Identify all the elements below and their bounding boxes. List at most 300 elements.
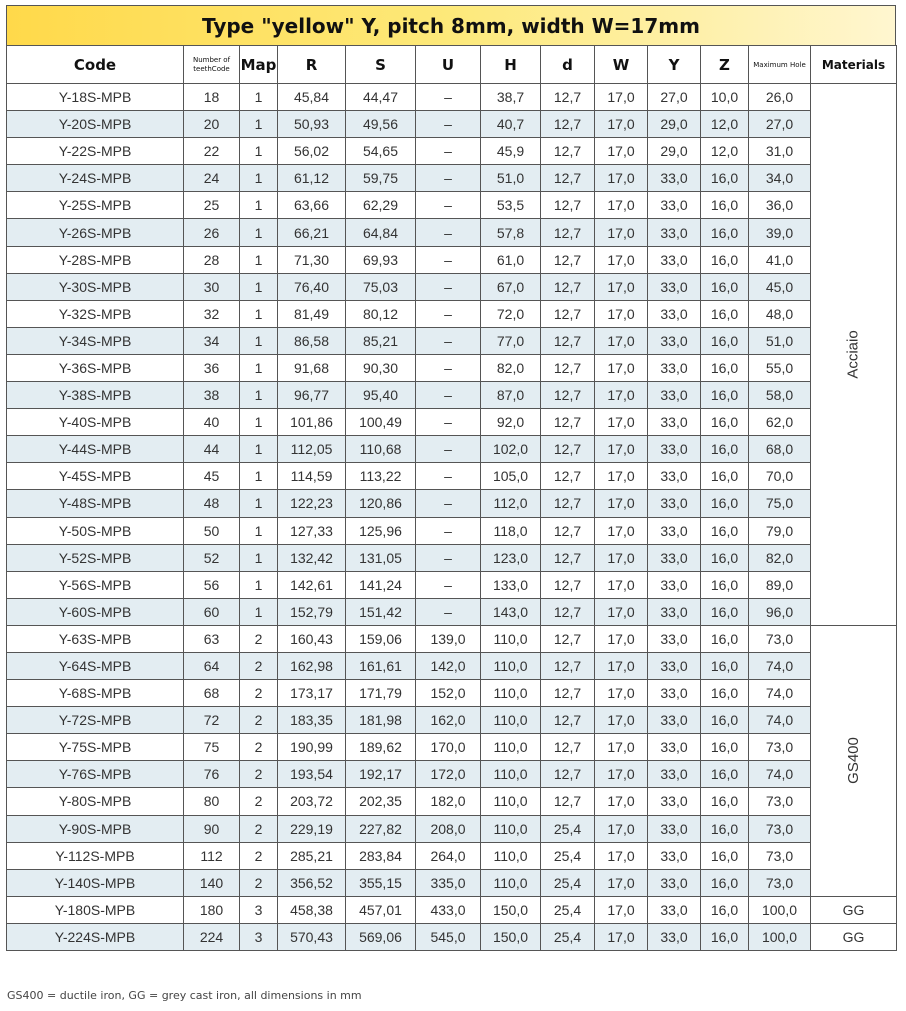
cell-y: 33,0 xyxy=(648,923,701,950)
header-r: R xyxy=(278,46,346,84)
cell-y: 27,0 xyxy=(648,84,701,111)
cell-s: 64,84 xyxy=(346,219,416,246)
cell-code: Y-32S-MPB xyxy=(7,300,184,327)
cell-s: 90,30 xyxy=(346,354,416,381)
cell-teeth: 52 xyxy=(184,544,240,571)
cell-h: 112,0 xyxy=(481,490,541,517)
cell-y: 33,0 xyxy=(648,219,701,246)
cell-max-hole: 79,0 xyxy=(749,517,811,544)
cell-map: 1 xyxy=(240,354,278,381)
cell-z: 16,0 xyxy=(701,571,749,598)
cell-code: Y-112S-MPB xyxy=(7,842,184,869)
cell-y: 33,0 xyxy=(648,544,701,571)
material-label: GS400 xyxy=(844,737,862,785)
cell-code: Y-30S-MPB xyxy=(7,273,184,300)
cell-d: 12,7 xyxy=(541,409,595,436)
cell-teeth: 28 xyxy=(184,246,240,273)
cell-r: 173,17 xyxy=(278,680,346,707)
cell-z: 16,0 xyxy=(701,517,749,544)
cell-d: 12,7 xyxy=(541,517,595,544)
cell-h: 57,8 xyxy=(481,219,541,246)
cell-r: 229,19 xyxy=(278,815,346,842)
cell-code: Y-36S-MPB xyxy=(7,354,184,381)
cell-teeth: 112 xyxy=(184,842,240,869)
cell-h: 123,0 xyxy=(481,544,541,571)
cell-map: 2 xyxy=(240,707,278,734)
cell-s: 171,79 xyxy=(346,680,416,707)
material-acciaio xyxy=(811,84,897,626)
table-row xyxy=(7,354,897,381)
cell-r: 61,12 xyxy=(278,165,346,192)
table-row xyxy=(7,761,897,788)
table-row xyxy=(7,680,897,707)
table-row xyxy=(7,896,897,923)
cell-d: 12,7 xyxy=(541,111,595,138)
cell-h: 82,0 xyxy=(481,354,541,381)
cell-d: 12,7 xyxy=(541,382,595,409)
cell-y: 33,0 xyxy=(648,354,701,381)
cell-w: 17,0 xyxy=(595,138,648,165)
cell-s: 80,12 xyxy=(346,300,416,327)
cell-map: 2 xyxy=(240,652,278,679)
cell-d: 12,7 xyxy=(541,571,595,598)
cell-d: 12,7 xyxy=(541,219,595,246)
cell-h: 38,7 xyxy=(481,84,541,111)
cell-h: 110,0 xyxy=(481,788,541,815)
cell-z: 16,0 xyxy=(701,788,749,815)
cell-code: Y-76S-MPB xyxy=(7,761,184,788)
cell-max-hole: 75,0 xyxy=(749,490,811,517)
cell-w: 17,0 xyxy=(595,111,648,138)
cell-h: 110,0 xyxy=(481,869,541,896)
cell-teeth: 26 xyxy=(184,219,240,246)
cell-teeth: 30 xyxy=(184,273,240,300)
cell-code: Y-18S-MPB xyxy=(7,84,184,111)
cell-h: 87,0 xyxy=(481,382,541,409)
cell-u: – xyxy=(416,436,481,463)
header-code: Code xyxy=(7,46,184,84)
cell-code: Y-40S-MPB xyxy=(7,409,184,436)
cell-h: 110,0 xyxy=(481,734,541,761)
cell-teeth: 56 xyxy=(184,571,240,598)
cell-map: 2 xyxy=(240,842,278,869)
cell-r: 162,98 xyxy=(278,652,346,679)
cell-map: 2 xyxy=(240,680,278,707)
cell-map: 1 xyxy=(240,111,278,138)
cell-max-hole: 48,0 xyxy=(749,300,811,327)
cell-h: 150,0 xyxy=(481,896,541,923)
cell-z: 16,0 xyxy=(701,354,749,381)
cell-u: – xyxy=(416,354,481,381)
cell-teeth: 24 xyxy=(184,165,240,192)
table-row xyxy=(7,165,897,192)
cell-h: 133,0 xyxy=(481,571,541,598)
header-teeth-line1: Number of xyxy=(192,55,231,64)
cell-r: 160,43 xyxy=(278,625,346,652)
cell-max-hole: 34,0 xyxy=(749,165,811,192)
cell-teeth: 38 xyxy=(184,382,240,409)
cell-w: 17,0 xyxy=(595,517,648,544)
cell-r: 132,42 xyxy=(278,544,346,571)
cell-y: 33,0 xyxy=(648,490,701,517)
cell-r: 193,54 xyxy=(278,761,346,788)
cell-z: 16,0 xyxy=(701,192,749,219)
cell-code: Y-72S-MPB xyxy=(7,707,184,734)
cell-code: Y-68S-MPB xyxy=(7,680,184,707)
cell-s: 69,93 xyxy=(346,246,416,273)
cell-z: 16,0 xyxy=(701,923,749,950)
cell-map: 1 xyxy=(240,300,278,327)
table-row xyxy=(7,300,897,327)
cell-map: 2 xyxy=(240,815,278,842)
table-row xyxy=(7,219,897,246)
cell-y: 33,0 xyxy=(648,436,701,463)
cell-d: 12,7 xyxy=(541,192,595,219)
cell-h: 105,0 xyxy=(481,463,541,490)
cell-w: 17,0 xyxy=(595,354,648,381)
cell-u: 139,0 xyxy=(416,625,481,652)
cell-map: 2 xyxy=(240,869,278,896)
cell-y: 33,0 xyxy=(648,165,701,192)
cell-s: 113,22 xyxy=(346,463,416,490)
cell-code: Y-60S-MPB xyxy=(7,598,184,625)
table-row xyxy=(7,490,897,517)
cell-u: – xyxy=(416,463,481,490)
cell-u: – xyxy=(416,327,481,354)
cell-u: – xyxy=(416,571,481,598)
cell-s: 569,06 xyxy=(346,923,416,950)
cell-map: 1 xyxy=(240,165,278,192)
cell-z: 16,0 xyxy=(701,869,749,896)
table-row xyxy=(7,409,897,436)
cell-u: – xyxy=(416,84,481,111)
table-row xyxy=(7,652,897,679)
cell-h: 110,0 xyxy=(481,652,541,679)
cell-y: 33,0 xyxy=(648,463,701,490)
cell-code: Y-26S-MPB xyxy=(7,219,184,246)
cell-y: 33,0 xyxy=(648,409,701,436)
cell-map: 1 xyxy=(240,138,278,165)
cell-z: 16,0 xyxy=(701,842,749,869)
cell-s: 59,75 xyxy=(346,165,416,192)
cell-h: 61,0 xyxy=(481,246,541,273)
cell-z: 10,0 xyxy=(701,84,749,111)
table-row xyxy=(7,625,897,652)
cell-code: Y-52S-MPB xyxy=(7,544,184,571)
cell-r: 71,30 xyxy=(278,246,346,273)
cell-r: 91,68 xyxy=(278,354,346,381)
cell-map: 2 xyxy=(240,788,278,815)
cell-w: 17,0 xyxy=(595,571,648,598)
table-row xyxy=(7,788,897,815)
cell-w: 17,0 xyxy=(595,707,648,734)
cell-code: Y-63S-MPB xyxy=(7,625,184,652)
cell-w: 17,0 xyxy=(595,544,648,571)
cell-teeth: 45 xyxy=(184,463,240,490)
cell-w: 17,0 xyxy=(595,84,648,111)
cell-h: 110,0 xyxy=(481,625,541,652)
cell-r: 458,38 xyxy=(278,896,346,923)
cell-u: – xyxy=(416,111,481,138)
cell-teeth: 72 xyxy=(184,707,240,734)
header-max-hole: Maximum Hole xyxy=(749,46,811,84)
cell-teeth: 90 xyxy=(184,815,240,842)
cell-y: 33,0 xyxy=(648,707,701,734)
cell-max-hole: 70,0 xyxy=(749,463,811,490)
cell-code: Y-44S-MPB xyxy=(7,436,184,463)
cell-teeth: 224 xyxy=(184,923,240,950)
table-row xyxy=(7,436,897,463)
cell-map: 1 xyxy=(240,409,278,436)
cell-w: 17,0 xyxy=(595,436,648,463)
table-row xyxy=(7,246,897,273)
cell-z: 16,0 xyxy=(701,625,749,652)
material-label: Acciaio xyxy=(844,330,862,379)
cell-y: 29,0 xyxy=(648,111,701,138)
cell-teeth: 64 xyxy=(184,652,240,679)
cell-map: 1 xyxy=(240,436,278,463)
cell-u: 182,0 xyxy=(416,788,481,815)
table-row xyxy=(7,327,897,354)
cell-y: 33,0 xyxy=(648,652,701,679)
header-w: W xyxy=(595,46,648,84)
cell-u: – xyxy=(416,490,481,517)
cell-h: 143,0 xyxy=(481,598,541,625)
material-gg: GG xyxy=(811,923,897,950)
cell-h: 40,7 xyxy=(481,111,541,138)
cell-h: 45,9 xyxy=(481,138,541,165)
product-table-container xyxy=(6,5,896,951)
cell-s: 355,15 xyxy=(346,869,416,896)
cell-s: 161,61 xyxy=(346,652,416,679)
cell-z: 16,0 xyxy=(701,652,749,679)
cell-max-hole: 82,0 xyxy=(749,544,811,571)
cell-d: 12,7 xyxy=(541,463,595,490)
header-s: S xyxy=(346,46,416,84)
cell-h: 110,0 xyxy=(481,842,541,869)
cell-u: 172,0 xyxy=(416,761,481,788)
cell-max-hole: 73,0 xyxy=(749,869,811,896)
cell-z: 16,0 xyxy=(701,761,749,788)
cell-u: – xyxy=(416,165,481,192)
header-z: Z xyxy=(701,46,749,84)
cell-w: 17,0 xyxy=(595,300,648,327)
cell-r: 114,59 xyxy=(278,463,346,490)
cell-s: 283,84 xyxy=(346,842,416,869)
cell-z: 16,0 xyxy=(701,598,749,625)
cell-y: 33,0 xyxy=(648,734,701,761)
header-materials: Materials xyxy=(811,46,897,84)
cell-h: 102,0 xyxy=(481,436,541,463)
cell-y: 33,0 xyxy=(648,815,701,842)
cell-code: Y-20S-MPB xyxy=(7,111,184,138)
cell-teeth: 44 xyxy=(184,436,240,463)
cell-h: 118,0 xyxy=(481,517,541,544)
cell-w: 17,0 xyxy=(595,219,648,246)
cell-max-hole: 74,0 xyxy=(749,761,811,788)
cell-map: 1 xyxy=(240,382,278,409)
cell-s: 227,82 xyxy=(346,815,416,842)
cell-map: 1 xyxy=(240,598,278,625)
cell-code: Y-90S-MPB xyxy=(7,815,184,842)
cell-z: 12,0 xyxy=(701,111,749,138)
cell-u: 208,0 xyxy=(416,815,481,842)
table-row xyxy=(7,923,897,950)
cell-r: 203,72 xyxy=(278,788,346,815)
cell-w: 17,0 xyxy=(595,327,648,354)
header-map: Map xyxy=(240,46,278,84)
cell-code: Y-75S-MPB xyxy=(7,734,184,761)
cell-y: 33,0 xyxy=(648,571,701,598)
cell-r: 63,66 xyxy=(278,192,346,219)
table-row xyxy=(7,517,897,544)
cell-d: 12,7 xyxy=(541,165,595,192)
cell-code: Y-38S-MPB xyxy=(7,382,184,409)
cell-d: 25,4 xyxy=(541,869,595,896)
cell-teeth: 68 xyxy=(184,680,240,707)
cell-h: 72,0 xyxy=(481,300,541,327)
cell-h: 110,0 xyxy=(481,815,541,842)
cell-w: 17,0 xyxy=(595,246,648,273)
cell-y: 33,0 xyxy=(648,842,701,869)
cell-u: – xyxy=(416,246,481,273)
cell-r: 127,33 xyxy=(278,517,346,544)
cell-h: 110,0 xyxy=(481,680,541,707)
cell-r: 122,23 xyxy=(278,490,346,517)
cell-d: 12,7 xyxy=(541,761,595,788)
table-row xyxy=(7,869,897,896)
cell-u: – xyxy=(416,598,481,625)
cell-r: 356,52 xyxy=(278,869,346,896)
cell-d: 12,7 xyxy=(541,354,595,381)
cell-r: 570,43 xyxy=(278,923,346,950)
cell-z: 16,0 xyxy=(701,327,749,354)
cell-map: 1 xyxy=(240,219,278,246)
cell-s: 62,29 xyxy=(346,192,416,219)
cell-z: 16,0 xyxy=(701,815,749,842)
header-teeth xyxy=(184,46,240,84)
header-h: H xyxy=(481,46,541,84)
cell-r: 45,84 xyxy=(278,84,346,111)
cell-y: 33,0 xyxy=(648,300,701,327)
cell-teeth: 32 xyxy=(184,300,240,327)
cell-s: 457,01 xyxy=(346,896,416,923)
cell-max-hole: 68,0 xyxy=(749,436,811,463)
cell-s: 110,68 xyxy=(346,436,416,463)
cell-y: 33,0 xyxy=(648,327,701,354)
cell-teeth: 76 xyxy=(184,761,240,788)
cell-d: 12,7 xyxy=(541,707,595,734)
table-row xyxy=(7,84,897,111)
table-row xyxy=(7,111,897,138)
cell-s: 44,47 xyxy=(346,84,416,111)
cell-w: 17,0 xyxy=(595,463,648,490)
cell-max-hole: 36,0 xyxy=(749,192,811,219)
cell-s: 151,42 xyxy=(346,598,416,625)
cell-max-hole: 27,0 xyxy=(749,111,811,138)
cell-max-hole: 26,0 xyxy=(749,84,811,111)
cell-d: 25,4 xyxy=(541,923,595,950)
cell-s: 100,49 xyxy=(346,409,416,436)
cell-map: 1 xyxy=(240,490,278,517)
cell-z: 16,0 xyxy=(701,382,749,409)
cell-r: 285,21 xyxy=(278,842,346,869)
cell-teeth: 60 xyxy=(184,598,240,625)
cell-y: 33,0 xyxy=(648,680,701,707)
cell-u: 433,0 xyxy=(416,896,481,923)
cell-teeth: 25 xyxy=(184,192,240,219)
cell-max-hole: 74,0 xyxy=(749,707,811,734)
cell-y: 33,0 xyxy=(648,598,701,625)
cell-u: – xyxy=(416,138,481,165)
cell-z: 16,0 xyxy=(701,219,749,246)
cell-max-hole: 45,0 xyxy=(749,273,811,300)
cell-teeth: 48 xyxy=(184,490,240,517)
cell-max-hole: 73,0 xyxy=(749,625,811,652)
cell-teeth: 140 xyxy=(184,869,240,896)
cell-s: 125,96 xyxy=(346,517,416,544)
table-row xyxy=(7,463,897,490)
cell-w: 17,0 xyxy=(595,734,648,761)
material-gg: GG xyxy=(811,896,897,923)
cell-s: 192,17 xyxy=(346,761,416,788)
cell-h: 92,0 xyxy=(481,409,541,436)
table-row xyxy=(7,571,897,598)
cell-r: 112,05 xyxy=(278,436,346,463)
cell-map: 1 xyxy=(240,192,278,219)
cell-r: 152,79 xyxy=(278,598,346,625)
cell-w: 17,0 xyxy=(595,652,648,679)
cell-max-hole: 74,0 xyxy=(749,680,811,707)
cell-teeth: 80 xyxy=(184,788,240,815)
cell-r: 56,02 xyxy=(278,138,346,165)
cell-y: 33,0 xyxy=(648,869,701,896)
table-row xyxy=(7,273,897,300)
cell-d: 12,7 xyxy=(541,84,595,111)
cell-map: 2 xyxy=(240,761,278,788)
cell-teeth: 18 xyxy=(184,84,240,111)
cell-teeth: 36 xyxy=(184,354,240,381)
cell-teeth: 20 xyxy=(184,111,240,138)
table-row xyxy=(7,192,897,219)
cell-map: 1 xyxy=(240,246,278,273)
cell-r: 76,40 xyxy=(278,273,346,300)
cell-max-hole: 96,0 xyxy=(749,598,811,625)
cell-w: 17,0 xyxy=(595,625,648,652)
cell-y: 33,0 xyxy=(648,761,701,788)
header-row xyxy=(7,46,897,84)
cell-h: 150,0 xyxy=(481,923,541,950)
cell-z: 12,0 xyxy=(701,138,749,165)
cell-h: 53,5 xyxy=(481,192,541,219)
cell-code: Y-48S-MPB xyxy=(7,490,184,517)
cell-max-hole: 73,0 xyxy=(749,815,811,842)
cell-u: 264,0 xyxy=(416,842,481,869)
cell-s: 75,03 xyxy=(346,273,416,300)
cell-w: 17,0 xyxy=(595,923,648,950)
cell-u: – xyxy=(416,409,481,436)
cell-code: Y-140S-MPB xyxy=(7,869,184,896)
cell-h: 110,0 xyxy=(481,707,541,734)
cell-z: 16,0 xyxy=(701,896,749,923)
cell-r: 86,58 xyxy=(278,327,346,354)
cell-u: – xyxy=(416,544,481,571)
cell-teeth: 50 xyxy=(184,517,240,544)
cell-s: 181,98 xyxy=(346,707,416,734)
cell-y: 33,0 xyxy=(648,788,701,815)
cell-code: Y-22S-MPB xyxy=(7,138,184,165)
cell-d: 12,7 xyxy=(541,652,595,679)
